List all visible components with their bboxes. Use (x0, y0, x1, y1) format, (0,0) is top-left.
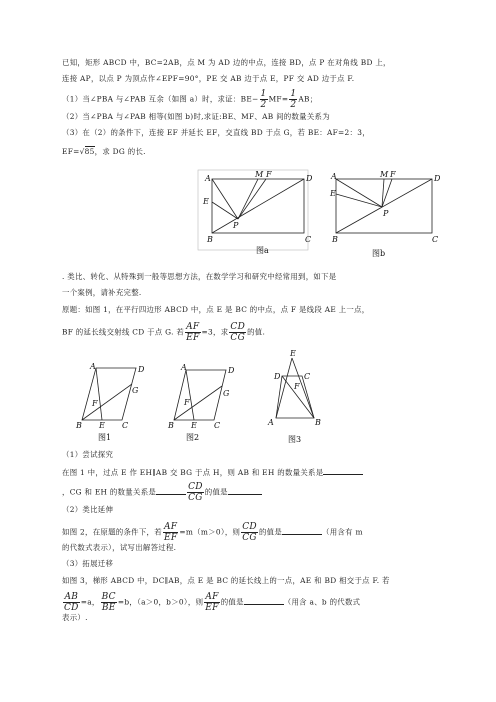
label-G-2: G (223, 389, 230, 398)
q1-prefix: （1）当∠PBA 与∠PAB 互余（如图 a）时，求证：BE− (62, 94, 259, 104)
parallelogram-abcd-2 (174, 370, 226, 420)
label-D-b: D (434, 174, 441, 183)
p2-intro-line1: . 类比、转化、从特殊到一般等思想方法，在数学学习和研究中经常用到，如下是 (62, 272, 337, 281)
answer-blank-1[interactable] (323, 466, 363, 475)
fraction-cd-cg-s1: $\frac{CD}{CG}$ (188, 482, 203, 503)
label-E-b: E (330, 189, 336, 198)
figure-1 (72, 360, 152, 440)
label-B: B (207, 235, 213, 244)
label-B-3: B (315, 418, 321, 427)
segment-ae-1 (96, 368, 102, 420)
fraction-cd-cg: $\frac{CD}{CG}$ (230, 322, 246, 343)
label-F-b: F (390, 170, 396, 179)
label-P: P (233, 221, 239, 230)
segment-ae-2 (186, 370, 194, 420)
s2-title: （2）类比延伸 (62, 505, 114, 514)
p2-intro-line2: 一个案例，请补充完整. (62, 288, 142, 297)
answer-blank-2[interactable] (156, 486, 186, 495)
half-fraction: $\frac{1}{2}$ (260, 89, 267, 110)
s1-title: （1）尝试探究 (62, 450, 114, 459)
s3-line2: $\frac{AB}{CD}$ =a， $\frac{BC}{BE}$ =b，（a＞0，b＞0），则 $\frac{AF}{EF}$ 的值是 （用含 a、b 的代数式 (64, 592, 361, 613)
label-A-2: A (181, 363, 187, 372)
s3-title: （3）拓展迁移 (62, 559, 114, 568)
label-E-1: E (99, 421, 105, 430)
label-E-2: E (191, 421, 197, 430)
s3-line3: 表示）. (62, 613, 88, 622)
segment-pe-b (336, 194, 382, 207)
segment-pm (238, 179, 258, 219)
p1-question3-line2: EF=√85，求 DG 的长. (62, 147, 146, 156)
label-F-1: F (92, 399, 98, 408)
label-F-3: F (294, 382, 300, 391)
label-E-3: E (290, 349, 296, 358)
figure-3 (262, 349, 342, 444)
answer-blank-5[interactable] (244, 596, 284, 605)
figure-a-frame (198, 170, 308, 250)
figure-a-caption: 图a (256, 246, 269, 255)
label-B-1: B (76, 421, 82, 430)
label-D-1: D (138, 365, 145, 374)
s2-line2: 的代数式表示），试写出解答过程. (62, 543, 177, 552)
fraction-ab-cd: $\frac{AB}{CD}$ (64, 592, 79, 613)
half-fraction-2: $\frac{1}{2}$ (290, 89, 297, 110)
label-B-2: B (168, 421, 174, 430)
label-P-b: P (383, 209, 389, 218)
segment-pf (238, 179, 266, 219)
label-A: A (205, 174, 211, 183)
label-C-b: C (432, 235, 439, 244)
label-G-1: G (132, 386, 139, 395)
label-M-b: M (380, 170, 389, 179)
fraction-bc-be: $\frac{BC}{BE}$ (101, 592, 116, 613)
p2-original-line2: BF 的延长线交射线 CD 于点 G. 若 $\frac{AF}{EF}$ =3，求 $\frac{CD}{CG}$ 的值. (62, 322, 266, 343)
figure-a (198, 170, 313, 255)
label-F: F (266, 170, 272, 179)
p1-question2: （2）当∠PBA 与∠PAB 相等(如图 b)时,求证:BE、MF、AB 间的数量关系为 (62, 112, 330, 121)
fraction-af-ef-s3: $\frac{AF}{EF}$ (205, 592, 219, 613)
p1-intro-line2: 连接 AP，以点 P 为顶点作∠EPF=90°，PE 交 AB 边于点 E，PF 交 AD 边于点 F. (62, 74, 355, 83)
p2-original-line1: 原题：如图 1，在平行四边形 ABCD 中，点 E 是 BC 的中点，点 F 是线段 AE 上一点， (62, 305, 370, 314)
label-E: E (203, 197, 209, 206)
q1-suffix: AB； (298, 94, 318, 104)
fraction-af-ef-s2: $\frac{AF}{EF}$ (163, 522, 178, 543)
figure-2-caption: 图2 (186, 433, 200, 442)
parallelogram-abcd-1 (82, 368, 136, 420)
sqrt-symbol: √ (79, 147, 85, 156)
p1-question3: （3）在（2）的条件下，连接 EF 并延长 EF，交直线 BD 于点 G，若 BE：AF=2：3， (62, 128, 370, 137)
segment-ap-b (336, 179, 382, 207)
segment-pe (212, 202, 238, 219)
label-A-b: A (331, 172, 337, 181)
s1-line2: ，CG 和 EH 的数量关系是 $\frac{CD}{CG}$ 的值是 (62, 482, 262, 503)
label-M: M (255, 170, 264, 179)
s2-line1: 如图 2，在原题的条件下，若 $\frac{AF}{EF}$ =m（m＞0），则 $\frac{CD}{CG}$ 的值是 （用含有 m (62, 522, 363, 543)
segment-ae-3 (276, 358, 292, 418)
label-B-b: B (332, 235, 338, 244)
diagonal-bd-b (336, 179, 432, 233)
figure-2 (166, 360, 246, 440)
q1-mid: MF= (268, 94, 289, 104)
label-C-2: C (214, 421, 221, 430)
answer-blank-4[interactable] (282, 526, 322, 535)
segment-bg-1 (82, 384, 132, 420)
label-A-1: A (90, 362, 96, 371)
p1-intro-line1: 已知，矩形 ABCD 中，BC=2AB，点 M 为 AD 边的中点，连接 BD，点 P 在对角线 BD 上， (62, 58, 391, 67)
figure-b (330, 170, 441, 258)
s1-line1: 在图 1 中，过点 E 作 EH∥AB 交 BG 于点 H，则 AB 和 EH 的数量关系是 (62, 466, 363, 478)
s3-line1: 如图 3，梯形 ABCD 中，DC∥AB，点 E 是 BC 的延长线上的一点，AE 和 BD 相交于点 F. 若 (62, 576, 390, 585)
label-C-1: C (122, 421, 129, 430)
figure-1-caption: 图1 (98, 433, 112, 442)
figure-b-caption: 图b (372, 249, 386, 258)
segment-ap (212, 179, 238, 219)
fraction-af-ef: $\frac{AF}{EF}$ (186, 322, 200, 343)
label-D-3: D (274, 372, 281, 381)
p1-question1 (62, 89, 317, 110)
figure-3-caption: 图3 (288, 435, 302, 444)
sqrt-value: 85 (84, 147, 95, 156)
fraction-cd-cg-s2: $\frac{CD}{CG}$ (242, 522, 257, 543)
label-C: C (305, 235, 312, 244)
label-D: D (306, 174, 313, 183)
label-C-3: C (304, 372, 311, 381)
label-D-2: D (228, 366, 235, 375)
label-F-2: F (184, 398, 190, 407)
label-A-3: A (268, 418, 274, 427)
diagonal-bd (212, 179, 304, 233)
answer-blank-3[interactable] (228, 486, 262, 495)
